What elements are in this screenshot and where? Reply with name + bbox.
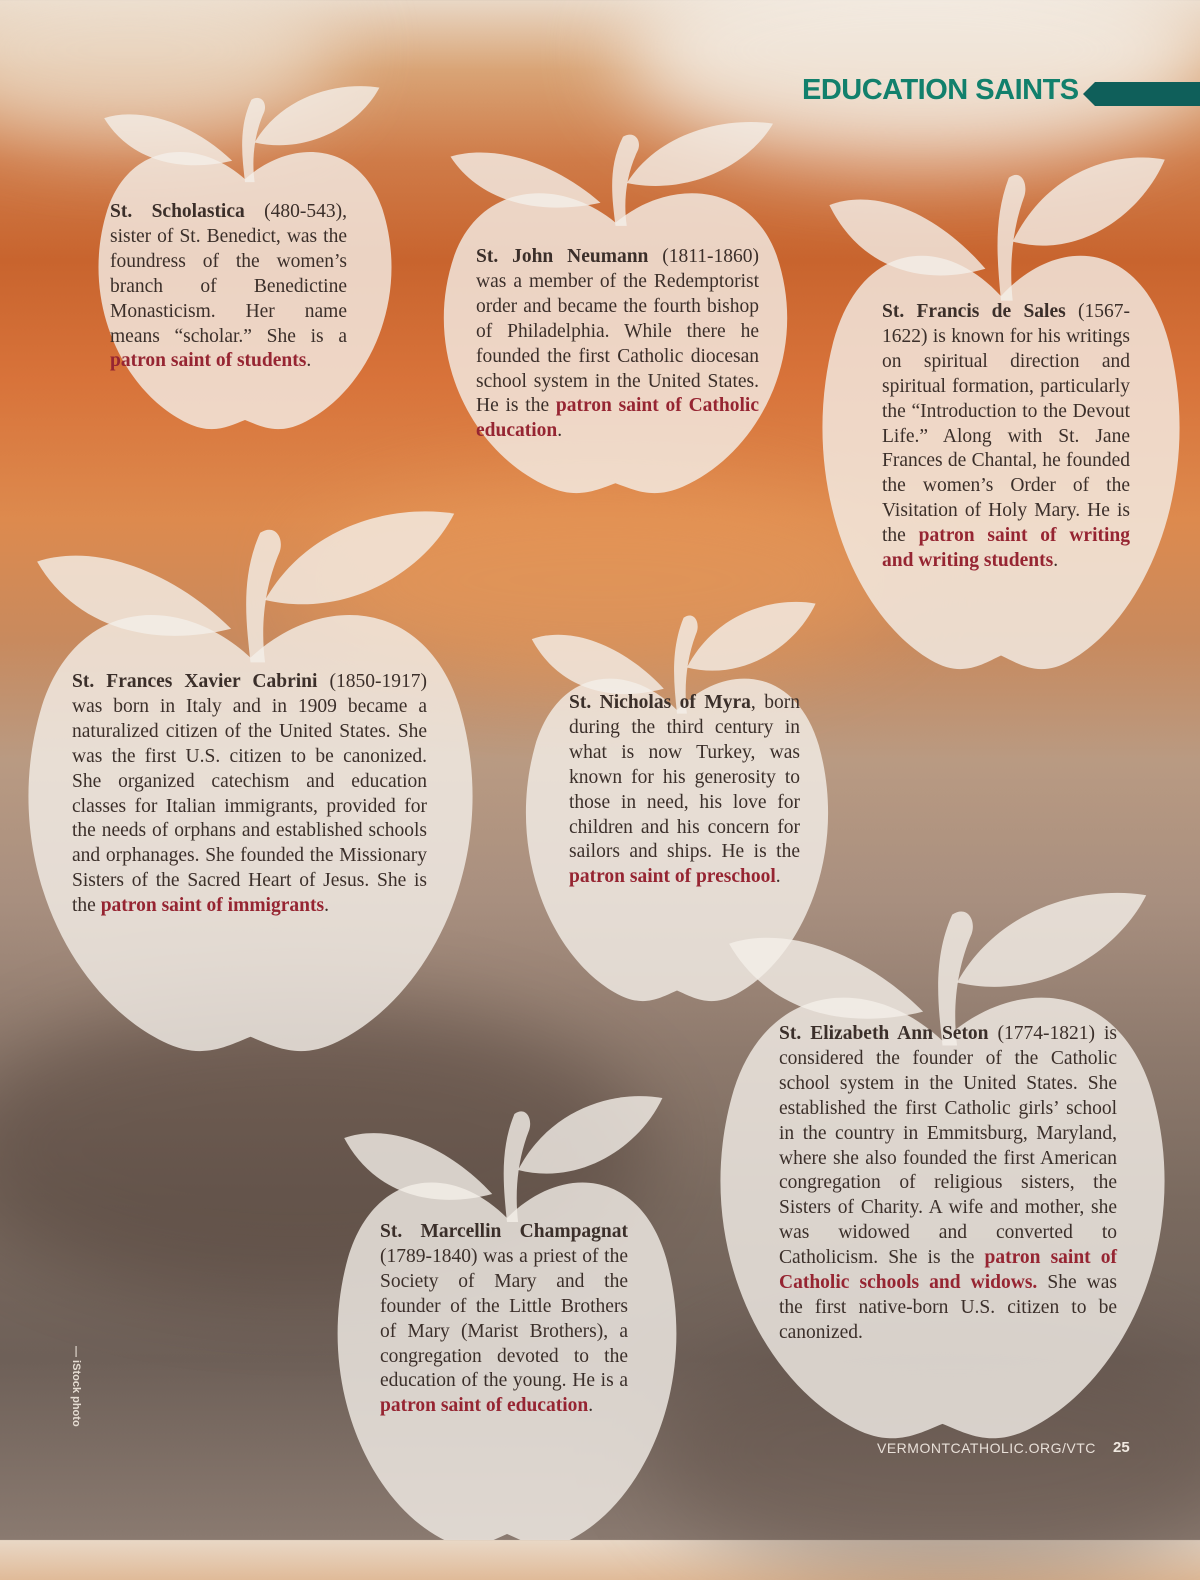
saint-name: St. Nicholas of Myra xyxy=(569,692,751,713)
saint-name: St. Elizabeth Ann Seton xyxy=(779,1023,989,1044)
saint-description: (1811-1860) was a member of the Redemptorist order and became the fourth bishop of Philadelphia. While there he founded the first Catholic diocesan school system in the United States. He is the xyxy=(476,246,760,417)
saint-champagnat-text xyxy=(380,1220,628,1419)
saint-description: (1789-1840) was a priest of the Society of Mary and the founder of the Little Brothers of Mary (Marist Brothers), a congregation devoted to the education of the young. He is a xyxy=(380,1245,628,1392)
saint-seton-text xyxy=(779,1022,1117,1346)
saint-description: (1774-1821) is considered the founder of the Catholic school system in the United States. She established the first Catholic girls’ school in the country in Emmitsburg, Maryland, where she also founded the first American congregation of religious sisters, the Sisters of Charity. A wife and mother, she was widowed and converted to Catholicism. She is the xyxy=(779,1023,1117,1269)
page-number: 25 xyxy=(1113,1439,1130,1456)
saint-description-end: . xyxy=(306,350,312,372)
saint-description-end: . xyxy=(1053,550,1059,572)
saint-name: St. Marcellin Champagnat xyxy=(380,1221,628,1242)
saint-scholastica-text xyxy=(110,200,347,374)
saint-nicholas-text xyxy=(569,691,800,890)
photo-credit: — iStock photo xyxy=(70,1346,82,1427)
patron-highlight: patron saint of Catholic education xyxy=(476,395,759,442)
patron-highlight: patron saint of immigrants xyxy=(100,895,325,917)
saint-cabrini-text xyxy=(72,670,427,919)
footer-url: VERMONTCATHOLIC.ORG/VTC xyxy=(877,1440,1096,1456)
saint-description: (480-543), sister of St. Benedict, was the foundress of the women’s branch of Benedictine Monasticism. Her name means “scholar.” She is a xyxy=(110,201,347,347)
saint-name: St. John Neumann xyxy=(476,246,649,267)
saint-description: , born during the third century in what is now Turkey, was known for his generosity to those in need, his love for children and his concern for sailors and ships. He is the xyxy=(569,692,801,863)
saint-name: St. Francis de Sales xyxy=(882,301,1066,322)
patron-highlight: patron saint of students xyxy=(110,350,307,372)
patron-highlight: patron saint of writing and writing students xyxy=(882,525,1130,572)
saint-description: (1850-1917) was born in Italy and in 1909 became a naturalized citizen of the United States. She was the first U.S. citizen to be canonized. She organized catechism and education classes for Italian immigrants, provided for the needs of orphans and established schools and orphanages. She founded the Missionary Sisters of the Sacred Heart of Jesus. She is the xyxy=(72,671,428,917)
patron-highlight: patron saint of preschool xyxy=(569,866,776,888)
patron-highlight: patron saint of Catholic schools and widows. xyxy=(779,1247,1117,1294)
patron-highlight: patron saint of education xyxy=(380,1395,589,1417)
saint-description-end: . xyxy=(775,866,781,888)
saint-description-end: . xyxy=(588,1395,594,1417)
saint-description-end: . xyxy=(324,895,329,917)
saint-name: St. Scholastica xyxy=(110,201,245,222)
saint-description-end: She was the first native-born U.S. citizen to be canonized. xyxy=(779,1272,1118,1343)
saint-neumann-text xyxy=(476,245,759,444)
page-title: EDUCATION SAINTS xyxy=(802,74,1079,106)
saint-description-end: . xyxy=(557,420,563,442)
saint-francis-text xyxy=(882,300,1130,574)
saint-name: St. Frances Xavier Cabrini xyxy=(72,671,318,692)
saint-description: (1567-1622) is known for his writings on spiritual direction and spiritual formation, particularly the “Introduction to the Devout Life.” Along with St. Jane Frances de Chantal, he founded the women’s Order of the Visitation of Holy Mary. He is the xyxy=(882,301,1130,547)
